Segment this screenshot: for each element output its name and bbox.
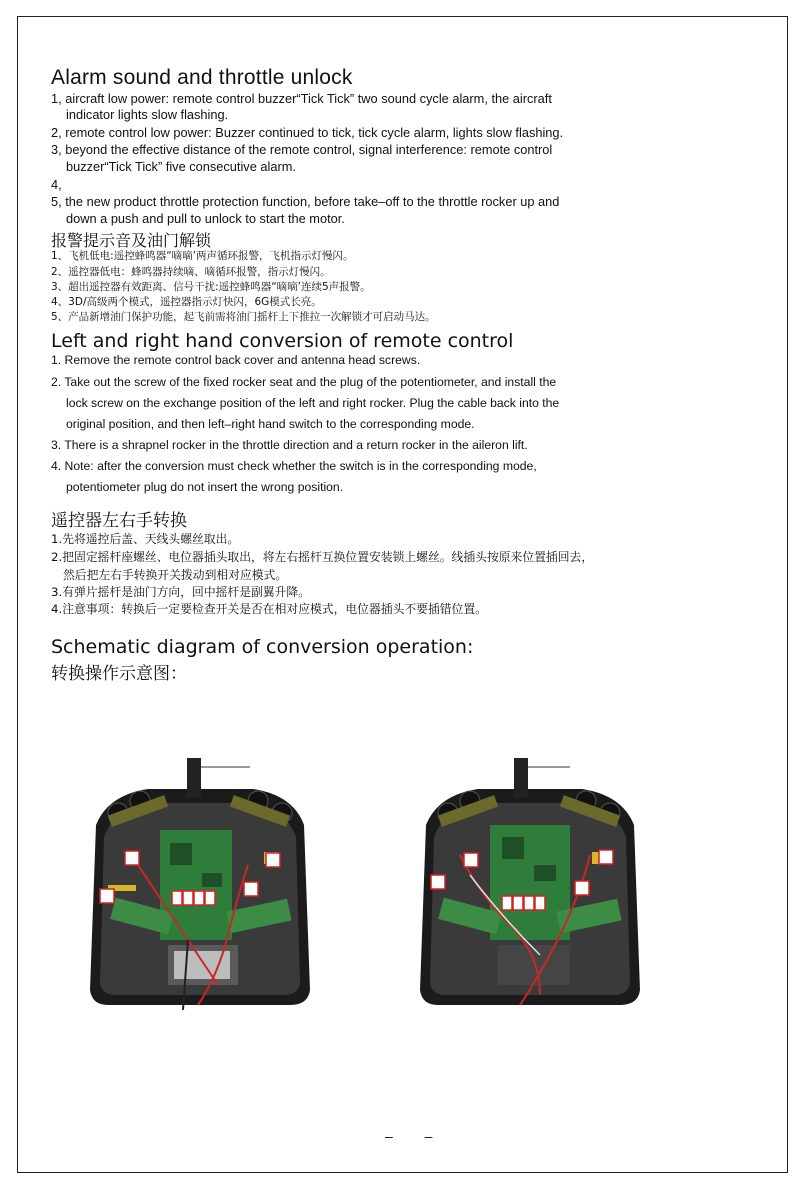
conversion-cn-item-3: 3.有弹片摇杆是油门方向，回中摇杆是副翼升降。	[51, 585, 310, 599]
section-title-alarm: Alarm sound and throttle unlock	[51, 66, 353, 89]
alarm-item-1-cont: indicator lights slow flashing.	[66, 107, 229, 122]
remote-interior-photo-right	[410, 755, 650, 1010]
section-title-conversion: Left and right hand conversion of remote control	[51, 330, 514, 352]
conversion-item-3: 3. There is a shrapnel rocker in the throttle direction and a return rocker in the aileron lift.	[51, 438, 528, 452]
section-title-schematic-cn: 转换操作示意图：	[51, 664, 187, 684]
conversion-item-4: 4. Note: after the conversion must check whether the switch is in the corresponding mode,	[51, 459, 537, 473]
alarm-item-2: 2, remote control low power: Buzzer continued to tick, tick cycle alarm, lights slow flashing.	[51, 125, 564, 140]
conversion-cn-item-2: 2.把固定摇杆座螺丝、电位器插头取出，将左右摇杆互换位置安装锁上螺丝。线插头按原来位置插回去，	[51, 550, 594, 564]
alarm-item-1: 1, aircraft low power: remote control buzzer“Tick Tick” two sound cycle alarm, the aircraft	[51, 91, 552, 106]
conversion-item-2-cont1: lock screw on the exchange position of the left and right rocker. Plug the cable back into the	[66, 396, 560, 410]
section-title-schematic: Schematic diagram of conversion operation:	[51, 636, 474, 658]
page-number: – –	[385, 1128, 447, 1144]
alarm-cn-item-1: 1、飞机低电:遥控蜂鸣器“嘀嘀’两声循环报警，飞机指示灯慢闪。	[51, 250, 354, 262]
alarm-item-4: 4,	[51, 177, 62, 192]
conversion-item-2-cont2: original position, and then left–right hand switch to the corresponding mode.	[66, 417, 475, 431]
conversion-cn-item-4: 4.注意事项：转换后一定要检查开关是否在相对应模式，电位器插头不要插错位置。	[51, 602, 487, 616]
alarm-item-5: 5, the new product throttle protection function, before take–off to the throttle rocker up and	[51, 194, 560, 209]
conversion-cn-item-1: 1.先将遥控后盖、天线头螺丝取出。	[51, 532, 240, 546]
alarm-cn-item-2: 2、遥控器低电：蜂鸣器持续嘀、嘀循环报警，指示灯慢闪。	[51, 266, 331, 278]
alarm-item-3-cont: buzzer“Tick Tick” five consecutive alarm.	[66, 159, 296, 174]
conversion-item-2: 2. Take out the screw of the fixed rocker seat and the plug of the potentiometer, and install the	[51, 375, 557, 389]
conversion-cn-item-2-cont: 然后把左右手转换开关拨动到相对应模式。	[63, 568, 288, 582]
conversion-item-4-cont: potentiometer plug do not insert the wrong position.	[66, 480, 344, 494]
alarm-item-5-cont: down a push and pull to unlock to start the motor.	[66, 211, 345, 226]
section-title-conversion-cn: 遥控器左右手转换	[51, 511, 187, 531]
section-title-alarm-cn: 报警提示音及油门解锁	[51, 231, 212, 250]
alarm-cn-item-3: 3、超出遥控器有效距离、信号干扰:遥控蜂鸣器“嘀嘀’连续5声报警。	[51, 281, 371, 293]
conversion-item-1: 1. Remove the remote control back cover and antenna head screws.	[51, 353, 421, 367]
alarm-item-3: 3, beyond the effective distance of the remote control, signal interference: remote control	[51, 142, 553, 157]
alarm-cn-item-5: 5、产品新增油门保护功能，起飞前需将油门摇杆上下推拉一次解锁才可启动马达。	[51, 311, 436, 323]
alarm-cn-item-4: 4、3D/高级两个模式，遥控器指示灯快闪，6G模式长亮。	[51, 296, 322, 308]
remote-interior-photo-left	[78, 755, 323, 1010]
